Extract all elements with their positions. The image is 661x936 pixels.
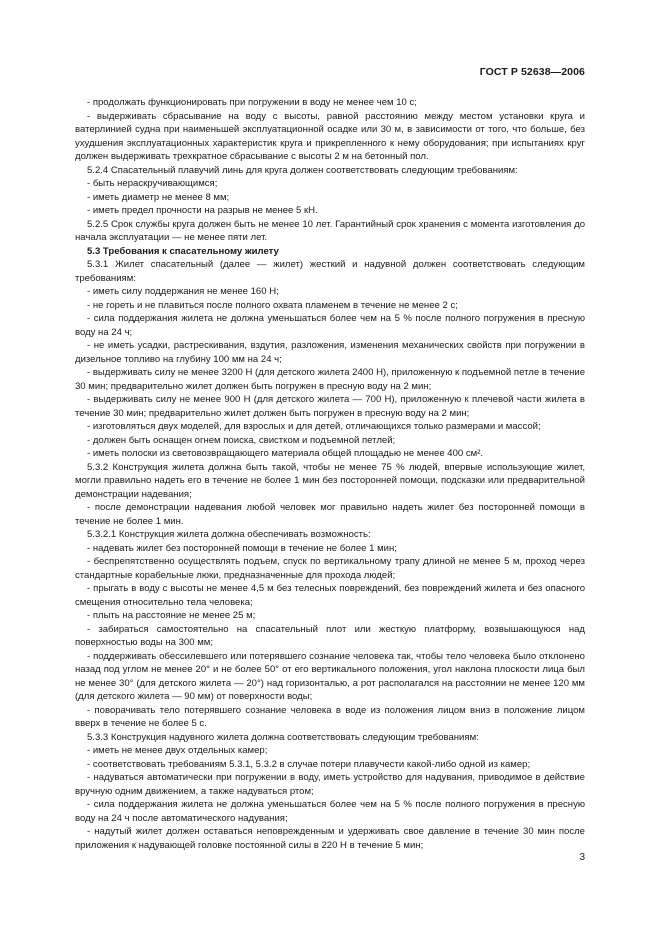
- list-item: - иметь силу поддержания не менее 160 Н;: [87, 286, 279, 297]
- list-item: - забираться самостоятельно на спасательный плот или жесткую платформу, возвышающуюся над поверхностью воды на 300 мм;: [75, 623, 585, 648]
- clause-5-3-3: 5.3.3 Конструкция надувного жилета должна соответствовать следующим требованиям:: [87, 731, 479, 743]
- clause-5-3-1: 5.3.1 Жилет спасательный (далее — жилет) жесткий и надувной должен соответствовать следующим требованиям:: [75, 259, 585, 284]
- list-item: - поворачивать тело потерявшего сознание человека в воде из положения лицом вниз в положение лицом вверх в течение не более 5 с.: [75, 704, 585, 729]
- list-item: - иметь предел прочности на разрыв не менее 5 кН.: [87, 205, 318, 216]
- list-item: - поддерживать обессилевшего или потерявшего сознание человека так, чтобы тело человека было отклонено назад под углом не менее 20° и не более 50° от его вертикального положения, угол наклона плоскости лица был не менее 30° (для детского жилета — 20°) над горизонталью, а рот располагался на расстоянии не менее 120 мм (для детского жилета — 90 мм) от поверхности воды;: [75, 650, 585, 702]
- list-item: - продолжать функционировать при погружении в воду не менее чем 10 с;: [87, 97, 417, 108]
- list-item: - изготовляться двух моделей, для взрослых и для детей, отличающихся только размерами и массой;: [87, 421, 541, 432]
- list-item: - надевать жилет без посторонней помощи в течение не более 1 мин;: [87, 542, 397, 554]
- list-item: - плыть на расстояние не менее 25 м;: [87, 610, 256, 621]
- list-item: - иметь не менее двух отдельных камер;: [87, 745, 268, 756]
- list-item: - соответствовать требованиям 5.3.1, 5.3.2 в случае потери плавучести какой-либо одной из камер;: [87, 758, 531, 770]
- list-item: - должен быть оснащен огнем поиска, свистком и подъемной петлей;: [87, 434, 396, 446]
- clause-5-2-5: 5.2.5 Срок службы круга должен быть не менее 10 лет. Гарантийный срок хранения с момента изготовления до начала эксплуатации — не менее пяти лет.: [75, 218, 585, 243]
- list-item: - иметь диаметр не менее 8 мм;: [87, 191, 230, 203]
- document-header: ГОСТ Р 52638—2006: [479, 66, 585, 78]
- list-item: - беспрепятственно осуществлять подъем, спуск по вертикальному трапу длиной не менее 5 м, проход через стандартные корабельные люки, предназначенные для прохода людей;: [75, 556, 585, 581]
- list-item: - выдерживать сбрасывание на воду с высоты, равной расстоянию между местом установки круга и ватерлинией судна при наименьшей эксплуатационной осадке или 30 м, в зависимости от того, что больше, без ухудшения эксплуатационных характеристик круга и прикрепленного к нему оборудования; при испытаниях круг должен выдерживать трехкратное сбрасывание с высоты 2 м на бетонный пол.: [75, 110, 585, 162]
- page-number: 3: [579, 852, 585, 863]
- list-item: - после демонстрации надевания любой человек мог правильно надеть жилет без посторонней помощи в течение не более 1 мин.: [75, 502, 585, 527]
- clause-5-3-2: 5.3.2 Конструкция жилета должна быть такой, чтобы не менее 75 % людей, впервые использующие жилет, могли правильно надеть его в течение не более 1 мин без посторонней помощи, подсказки или предварительной демонстрации надевания;: [75, 461, 585, 500]
- list-item: - не иметь усадки, растрескивания, вздутия, разложения, изменения механических свойств при погружении в дизельное топливо на глубину 100 мм на 24 ч;: [75, 340, 585, 365]
- list-item: - выдерживать силу не менее 900 Н (для детского жилета — 700 Н), приложенную к плечевой части жилета в течение 30 мин; предварительно жилет должен быть погружен в пресную воду на 2 мин;: [75, 394, 585, 419]
- section-heading-5-3: 5.3 Требования к спасательному жилету: [87, 245, 279, 257]
- document-body: [75, 96, 585, 852]
- list-item: - выдерживать силу не менее 3200 Н (для детского жилета 2400 Н), приложенную к подъемной петле в течение 30 мин; предварительно жилет должен быть погружен в пресную воду на 2 мин;: [75, 367, 585, 392]
- clause-5-2-4: 5.2.4 Спасательный плавучий линь для круга должен соответствовать следующим требованиям:: [87, 164, 518, 176]
- list-item: - сила поддержания жилета не должна уменьшаться более чем на 5 % после полного погружения в пресную воду на 24 ч;: [75, 313, 585, 338]
- list-item: - иметь полоски из световозвращающего материала общей площадью не менее 400 см².: [87, 448, 484, 459]
- list-item: - надуваться автоматически при погружении в воду, иметь устройство для надувания, приводимое в действие вручную одним движением, а также надуваться ртом;: [75, 772, 585, 797]
- list-item: - не гореть и не плавиться после полного охвата пламенем в течение не менее 2 с;: [87, 299, 458, 311]
- list-item: - надутый жилет должен оставаться неповрежденным и удерживать свое давление в течение 30 мин после приложения к надувающей головке постоянной силы в 220 Н в течение 5 мин;: [75, 826, 585, 851]
- clause-5-3-2-1: 5.3.2.1 Конструкция жилета должна обеспечивать возможность:: [87, 529, 371, 540]
- list-item: - быть нераскручивающимся;: [87, 178, 218, 189]
- list-item: - прыгать в воду с высоты не менее 4,5 м без телесных повреждений, без повреждений жилета и без опасного смещения относительно тела человека;: [75, 583, 585, 608]
- list-item: - сила поддержания жилета не должна уменьшаться более чем на 5 % после полного погружения в пресную воду на 24 ч после автоматического надувания;: [75, 799, 585, 824]
